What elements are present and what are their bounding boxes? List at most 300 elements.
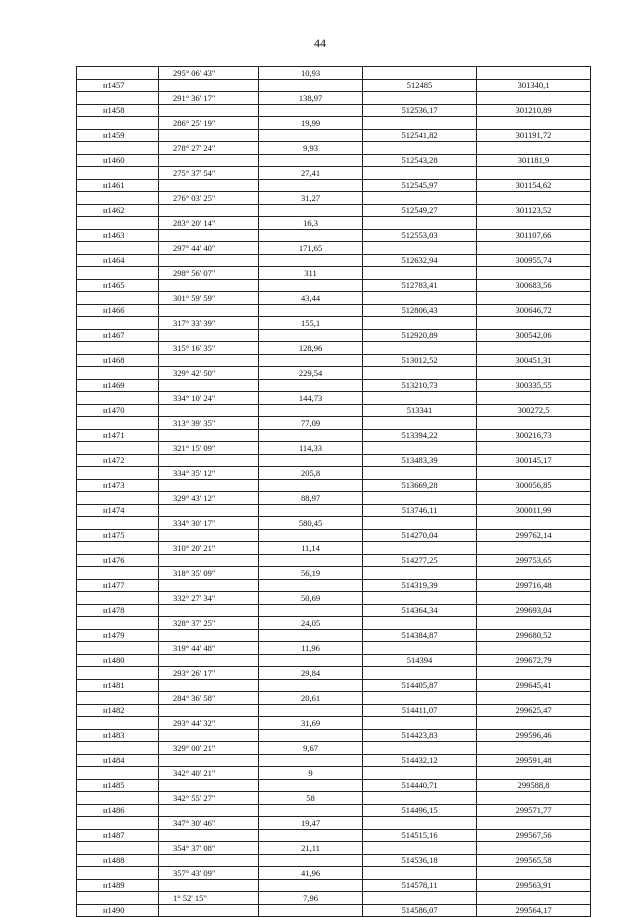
point-id-cell: н1464 xyxy=(77,254,159,267)
point-id-cell: н1472 xyxy=(77,454,159,467)
direction-angle-cell: 275° 37' 54" xyxy=(159,167,259,180)
x-coordinate-cell xyxy=(363,117,477,130)
direction-angle-cell xyxy=(159,529,259,542)
point-row xyxy=(77,554,591,567)
point-row xyxy=(77,104,591,117)
x-coordinate-cell xyxy=(363,67,477,80)
x-coordinate-cell: 512783,41 xyxy=(363,279,477,292)
direction-angle-cell: 347° 30' 46" xyxy=(159,817,259,830)
y-coordinate-cell xyxy=(477,667,591,680)
point-id-cell: н1480 xyxy=(77,654,159,667)
segment-length-cell xyxy=(259,204,363,217)
segment-row xyxy=(77,792,591,805)
x-coordinate-cell xyxy=(363,817,477,830)
x-coordinate-cell: 514432,12 xyxy=(363,754,477,767)
y-coordinate-cell xyxy=(477,367,591,380)
direction-angle-cell: 276° 03' 25" xyxy=(159,192,259,205)
x-coordinate-cell: 514411,07 xyxy=(363,704,477,717)
point-id-cell xyxy=(77,517,159,530)
x-coordinate-cell xyxy=(363,767,477,780)
point-row xyxy=(77,179,591,192)
x-coordinate-cell xyxy=(363,217,477,230)
segment-row xyxy=(77,867,591,880)
segment-length-cell xyxy=(259,79,363,92)
y-coordinate-cell xyxy=(477,842,591,855)
point-id-cell xyxy=(77,717,159,730)
segment-row xyxy=(77,617,591,630)
direction-angle-cell: 328° 37' 25" xyxy=(159,617,259,630)
point-id-cell: н1469 xyxy=(77,379,159,392)
segment-length-cell: 11,14 xyxy=(259,542,363,555)
segment-row xyxy=(77,217,591,230)
x-coordinate-cell xyxy=(363,167,477,180)
point-id-cell xyxy=(77,392,159,405)
x-coordinate-cell: 512545,97 xyxy=(363,179,477,192)
segment-row xyxy=(77,392,591,405)
x-coordinate-cell xyxy=(363,567,477,580)
point-row xyxy=(77,454,591,467)
direction-angle-cell xyxy=(159,904,259,917)
x-coordinate-cell: 514405,87 xyxy=(363,679,477,692)
x-coordinate-cell: 512806,43 xyxy=(363,304,477,317)
segment-length-cell: 31,69 xyxy=(259,717,363,730)
point-id-cell xyxy=(77,492,159,505)
y-coordinate-cell xyxy=(477,267,591,280)
point-row xyxy=(77,854,591,867)
y-coordinate-cell: 301107,66 xyxy=(477,229,591,242)
point-id-cell xyxy=(77,67,159,80)
point-id-cell: н1458 xyxy=(77,104,159,117)
y-coordinate-cell: 300216,73 xyxy=(477,429,591,442)
direction-angle-cell: 286° 25' 19" xyxy=(159,117,259,130)
direction-angle-cell xyxy=(159,304,259,317)
direction-angle-cell: 293° 26' 17" xyxy=(159,667,259,680)
segment-length-cell xyxy=(259,254,363,267)
direction-angle-cell: 329° 43' 12" xyxy=(159,492,259,505)
direction-angle-cell: 329° 42' 50" xyxy=(159,367,259,380)
x-coordinate-cell xyxy=(363,92,477,105)
segment-length-cell xyxy=(259,129,363,142)
x-coordinate-cell xyxy=(363,692,477,705)
y-coordinate-cell: 299693,04 xyxy=(477,604,591,617)
x-coordinate-cell xyxy=(363,792,477,805)
x-coordinate-cell: 514423,83 xyxy=(363,729,477,742)
segment-length-cell: 128,96 xyxy=(259,342,363,355)
point-row xyxy=(77,654,591,667)
x-coordinate-cell: 513394,22 xyxy=(363,429,477,442)
x-coordinate-cell: 512543,28 xyxy=(363,154,477,167)
y-coordinate-cell xyxy=(477,792,591,805)
direction-angle-cell xyxy=(159,129,259,142)
segment-row xyxy=(77,317,591,330)
segment-row xyxy=(77,192,591,205)
segment-length-cell: 41,96 xyxy=(259,867,363,880)
x-coordinate-cell xyxy=(363,317,477,330)
segment-length-cell: 21,11 xyxy=(259,842,363,855)
point-id-cell xyxy=(77,842,159,855)
direction-angle-cell: 334° 30' 17" xyxy=(159,517,259,530)
x-coordinate-cell xyxy=(363,342,477,355)
direction-angle-cell: 283° 20' 14" xyxy=(159,217,259,230)
point-id-cell: н1479 xyxy=(77,629,159,642)
y-coordinate-cell: 300056,85 xyxy=(477,479,591,492)
point-id-cell: н1474 xyxy=(77,504,159,517)
point-row xyxy=(77,429,591,442)
y-coordinate-cell xyxy=(477,392,591,405)
segment-length-cell xyxy=(259,304,363,317)
segment-length-cell: 311 xyxy=(259,267,363,280)
segment-length-cell: 56,19 xyxy=(259,567,363,580)
x-coordinate-cell: 513669,28 xyxy=(363,479,477,492)
y-coordinate-cell: 299672,79 xyxy=(477,654,591,667)
point-row xyxy=(77,779,591,792)
segment-row xyxy=(77,167,591,180)
segment-length-cell: 16,3 xyxy=(259,217,363,230)
point-row xyxy=(77,529,591,542)
direction-angle-cell xyxy=(159,854,259,867)
direction-angle-cell: 298° 56' 07" xyxy=(159,267,259,280)
direction-angle-cell xyxy=(159,729,259,742)
segment-row xyxy=(77,892,591,905)
x-coordinate-cell xyxy=(363,392,477,405)
coordinates-table-body xyxy=(77,67,591,917)
segment-row xyxy=(77,542,591,555)
point-row xyxy=(77,704,591,717)
y-coordinate-cell: 301340,1 xyxy=(477,79,591,92)
direction-angle-cell: 284° 36' 58" xyxy=(159,692,259,705)
y-coordinate-cell: 300272,5 xyxy=(477,404,591,417)
y-coordinate-cell xyxy=(477,867,591,880)
x-coordinate-cell: 513746,11 xyxy=(363,504,477,517)
y-coordinate-cell xyxy=(477,742,591,755)
direction-angle-cell xyxy=(159,629,259,642)
point-id-cell xyxy=(77,667,159,680)
x-coordinate-cell: 514394 xyxy=(363,654,477,667)
direction-angle-cell xyxy=(159,554,259,567)
point-id-cell: н1482 xyxy=(77,704,159,717)
direction-angle-cell xyxy=(159,704,259,717)
direction-angle-cell xyxy=(159,779,259,792)
segment-length-cell xyxy=(259,604,363,617)
y-coordinate-cell: 301181,9 xyxy=(477,154,591,167)
direction-angle-cell xyxy=(159,104,259,117)
x-coordinate-cell xyxy=(363,192,477,205)
point-id-cell: н1457 xyxy=(77,79,159,92)
direction-angle-cell xyxy=(159,879,259,892)
x-coordinate-cell: 512920,89 xyxy=(363,329,477,342)
point-id-cell: н1459 xyxy=(77,129,159,142)
segment-length-cell: 205,8 xyxy=(259,467,363,480)
y-coordinate-cell xyxy=(477,167,591,180)
direction-angle-cell xyxy=(159,679,259,692)
y-coordinate-cell xyxy=(477,292,591,305)
direction-angle-cell: 297° 44' 40" xyxy=(159,242,259,255)
direction-angle-cell: 291° 36' 17" xyxy=(159,92,259,105)
y-coordinate-cell xyxy=(477,692,591,705)
segment-length-cell xyxy=(259,279,363,292)
x-coordinate-cell xyxy=(363,417,477,430)
y-coordinate-cell: 299753,65 xyxy=(477,554,591,567)
direction-angle-cell: 332° 27' 34" xyxy=(159,592,259,605)
segment-length-cell xyxy=(259,754,363,767)
segment-length-cell: 10,93 xyxy=(259,67,363,80)
x-coordinate-cell xyxy=(363,542,477,555)
segment-length-cell xyxy=(259,879,363,892)
segment-length-cell: 27,41 xyxy=(259,167,363,180)
point-id-cell: н1465 xyxy=(77,279,159,292)
x-coordinate-cell: 514277,25 xyxy=(363,554,477,567)
segment-row xyxy=(77,642,591,655)
y-coordinate-cell: 300646,72 xyxy=(477,304,591,317)
point-row xyxy=(77,129,591,142)
y-coordinate-cell xyxy=(477,767,591,780)
segment-length-cell xyxy=(259,229,363,242)
point-id-cell: н1460 xyxy=(77,154,159,167)
y-coordinate-cell xyxy=(477,242,591,255)
y-coordinate-cell xyxy=(477,142,591,155)
segment-row xyxy=(77,667,591,680)
segment-length-cell xyxy=(259,379,363,392)
segment-row xyxy=(77,767,591,780)
segment-length-cell xyxy=(259,504,363,517)
point-id-cell xyxy=(77,567,159,580)
x-coordinate-cell xyxy=(363,842,477,855)
x-coordinate-cell xyxy=(363,292,477,305)
y-coordinate-cell xyxy=(477,317,591,330)
y-coordinate-cell xyxy=(477,192,591,205)
segment-row xyxy=(77,292,591,305)
direction-angle-cell xyxy=(159,504,259,517)
x-coordinate-cell: 512553,03 xyxy=(363,229,477,242)
x-coordinate-cell xyxy=(363,242,477,255)
segment-length-cell xyxy=(259,554,363,567)
point-row xyxy=(77,404,591,417)
y-coordinate-cell xyxy=(477,67,591,80)
segment-length-cell xyxy=(259,329,363,342)
direction-angle-cell: 310° 20' 21" xyxy=(159,542,259,555)
y-coordinate-cell: 300451,31 xyxy=(477,354,591,367)
y-coordinate-cell: 299564,17 xyxy=(477,904,591,917)
point-id-cell: н1471 xyxy=(77,429,159,442)
segment-row xyxy=(77,442,591,455)
x-coordinate-cell: 514515,16 xyxy=(363,829,477,842)
point-row xyxy=(77,304,591,317)
segment-length-cell: 7,96 xyxy=(259,892,363,905)
segment-length-cell: 138,97 xyxy=(259,92,363,105)
x-coordinate-cell xyxy=(363,592,477,605)
direction-angle-cell: 293° 44' 32" xyxy=(159,717,259,730)
y-coordinate-cell: 300683,56 xyxy=(477,279,591,292)
segment-length-cell: 580,45 xyxy=(259,517,363,530)
segment-length-cell xyxy=(259,654,363,667)
segment-row xyxy=(77,717,591,730)
direction-angle-cell xyxy=(159,154,259,167)
direction-angle-cell: 342° 40' 21" xyxy=(159,767,259,780)
y-coordinate-cell xyxy=(477,517,591,530)
y-coordinate-cell: 299591,48 xyxy=(477,754,591,767)
segment-row xyxy=(77,692,591,705)
x-coordinate-cell xyxy=(363,717,477,730)
direction-angle-cell: 315° 16' 35" xyxy=(159,342,259,355)
x-coordinate-cell xyxy=(363,492,477,505)
direction-angle-cell xyxy=(159,479,259,492)
point-id-cell xyxy=(77,242,159,255)
segment-length-cell: 155,1 xyxy=(259,317,363,330)
segment-row xyxy=(77,517,591,530)
point-id-cell: н1485 xyxy=(77,779,159,792)
point-id-cell xyxy=(77,167,159,180)
y-coordinate-cell: 301123,52 xyxy=(477,204,591,217)
x-coordinate-cell: 512632,94 xyxy=(363,254,477,267)
y-coordinate-cell: 299563,91 xyxy=(477,879,591,892)
direction-angle-cell: 321° 15' 09" xyxy=(159,442,259,455)
point-row xyxy=(77,604,591,617)
point-id-cell xyxy=(77,92,159,105)
y-coordinate-cell: 299680,52 xyxy=(477,629,591,642)
segment-length-cell xyxy=(259,854,363,867)
point-row xyxy=(77,354,591,367)
y-coordinate-cell: 300011,99 xyxy=(477,504,591,517)
point-id-cell xyxy=(77,867,159,880)
segment-length-cell: 20,61 xyxy=(259,692,363,705)
direction-angle-cell xyxy=(159,329,259,342)
x-coordinate-cell xyxy=(363,867,477,880)
point-id-cell: н1484 xyxy=(77,754,159,767)
segment-length-cell xyxy=(259,779,363,792)
y-coordinate-cell xyxy=(477,592,591,605)
point-id-cell xyxy=(77,217,159,230)
point-id-cell: н1466 xyxy=(77,304,159,317)
point-row xyxy=(77,479,591,492)
direction-angle-cell xyxy=(159,179,259,192)
segment-length-cell xyxy=(259,804,363,817)
point-id-cell: н1486 xyxy=(77,804,159,817)
x-coordinate-cell: 513483,39 xyxy=(363,454,477,467)
x-coordinate-cell xyxy=(363,517,477,530)
direction-angle-cell: 357° 43' 09" xyxy=(159,867,259,880)
point-id-cell xyxy=(77,142,159,155)
direction-angle-cell xyxy=(159,579,259,592)
y-coordinate-cell: 299567,56 xyxy=(477,829,591,842)
segment-length-cell xyxy=(259,704,363,717)
point-id-cell xyxy=(77,792,159,805)
segment-length-cell: 58 xyxy=(259,792,363,805)
direction-angle-cell: 317° 33' 39" xyxy=(159,317,259,330)
point-id-cell: н1489 xyxy=(77,879,159,892)
point-row xyxy=(77,379,591,392)
point-row xyxy=(77,829,591,842)
x-coordinate-cell: 513210,73 xyxy=(363,379,477,392)
point-row xyxy=(77,154,591,167)
direction-angle-cell xyxy=(159,204,259,217)
x-coordinate-cell: 514440,71 xyxy=(363,779,477,792)
y-coordinate-cell: 300955,74 xyxy=(477,254,591,267)
direction-angle-cell: 313° 39' 35" xyxy=(159,417,259,430)
segment-length-cell: 144,73 xyxy=(259,392,363,405)
segment-length-cell xyxy=(259,529,363,542)
x-coordinate-cell xyxy=(363,142,477,155)
segment-length-cell xyxy=(259,679,363,692)
direction-angle-cell: 342° 55' 27" xyxy=(159,792,259,805)
direction-angle-cell xyxy=(159,829,259,842)
segment-row xyxy=(77,267,591,280)
segment-length-cell: 9 xyxy=(259,767,363,780)
x-coordinate-cell: 514536,18 xyxy=(363,854,477,867)
y-coordinate-cell xyxy=(477,442,591,455)
point-id-cell xyxy=(77,542,159,555)
x-coordinate-cell xyxy=(363,442,477,455)
direction-angle-cell xyxy=(159,379,259,392)
x-coordinate-cell xyxy=(363,667,477,680)
segment-length-cell xyxy=(259,629,363,642)
segment-row xyxy=(77,117,591,130)
point-id-cell: н1475 xyxy=(77,529,159,542)
direction-angle-cell: 334° 10' 24" xyxy=(159,392,259,405)
y-coordinate-cell: 301210,89 xyxy=(477,104,591,117)
segment-row xyxy=(77,142,591,155)
x-coordinate-cell xyxy=(363,742,477,755)
direction-angle-cell xyxy=(159,354,259,367)
point-id-cell xyxy=(77,267,159,280)
segment-length-cell: 77,09 xyxy=(259,417,363,430)
direction-angle-cell xyxy=(159,654,259,667)
point-row xyxy=(77,629,591,642)
point-id-cell xyxy=(77,642,159,655)
direction-angle-cell xyxy=(159,254,259,267)
point-row xyxy=(77,329,591,342)
point-id-cell xyxy=(77,317,159,330)
y-coordinate-cell xyxy=(477,717,591,730)
direction-angle-cell xyxy=(159,804,259,817)
segment-length-cell xyxy=(259,579,363,592)
segment-length-cell: 43,44 xyxy=(259,292,363,305)
x-coordinate-cell: 512536,17 xyxy=(363,104,477,117)
direction-angle-cell xyxy=(159,404,259,417)
point-id-cell xyxy=(77,367,159,380)
x-coordinate-cell xyxy=(363,892,477,905)
y-coordinate-cell: 299716,48 xyxy=(477,579,591,592)
y-coordinate-cell: 299596,46 xyxy=(477,729,591,742)
x-coordinate-cell: 512485 xyxy=(363,79,477,92)
y-coordinate-cell xyxy=(477,117,591,130)
segment-row xyxy=(77,367,591,380)
y-coordinate-cell: 300145,17 xyxy=(477,454,591,467)
point-id-cell xyxy=(77,692,159,705)
point-id-cell: н1478 xyxy=(77,604,159,617)
x-coordinate-cell xyxy=(363,467,477,480)
segment-length-cell: 9,67 xyxy=(259,742,363,755)
direction-angle-cell: 318° 35' 09" xyxy=(159,567,259,580)
y-coordinate-cell xyxy=(477,817,591,830)
segment-length-cell: 9,93 xyxy=(259,142,363,155)
point-row xyxy=(77,204,591,217)
y-coordinate-cell: 299645,41 xyxy=(477,679,591,692)
point-id-cell: н1477 xyxy=(77,579,159,592)
y-coordinate-cell: 300335,55 xyxy=(477,379,591,392)
coordinates-table xyxy=(76,66,591,917)
y-coordinate-cell: 299588,8 xyxy=(477,779,591,792)
direction-angle-cell: 1° 52' 15" xyxy=(159,892,259,905)
direction-angle-cell xyxy=(159,79,259,92)
x-coordinate-cell: 514578,11 xyxy=(363,879,477,892)
x-coordinate-cell xyxy=(363,642,477,655)
segment-length-cell: 19,99 xyxy=(259,117,363,130)
segment-length-cell: 31,27 xyxy=(259,192,363,205)
point-id-cell xyxy=(77,742,159,755)
point-row xyxy=(77,254,591,267)
y-coordinate-cell: 299625,47 xyxy=(477,704,591,717)
segment-length-cell xyxy=(259,179,363,192)
